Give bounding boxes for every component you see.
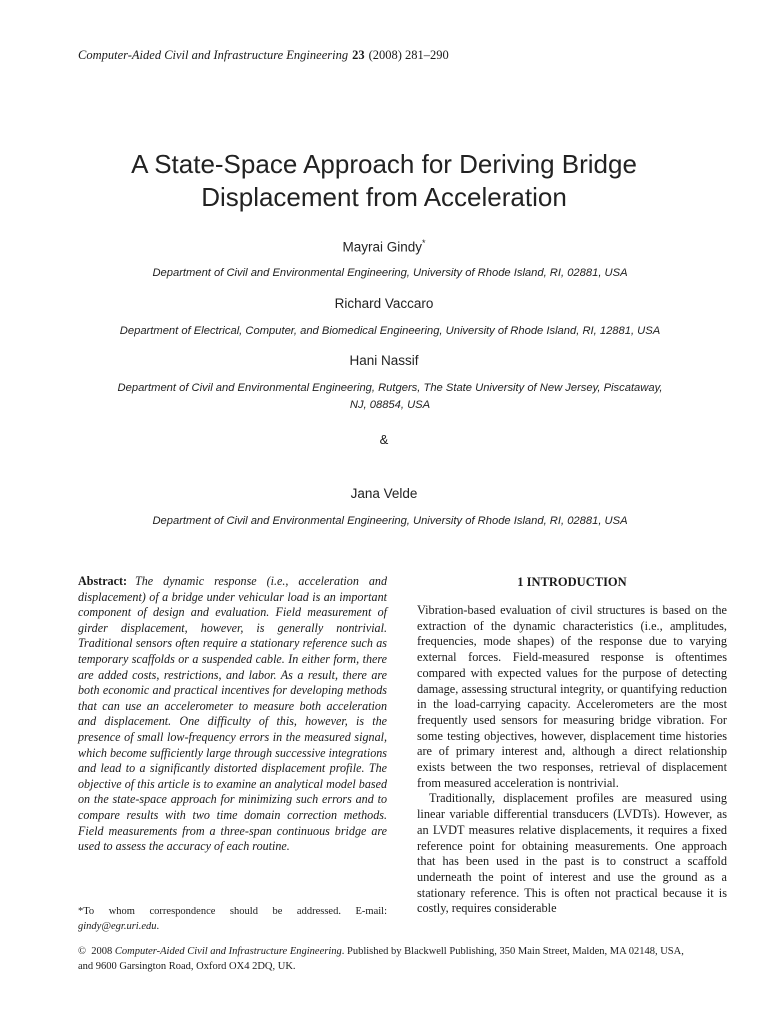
intro-paragraph-1: Vibration-based evaluation of civil structures is based on the extraction of the dynamic characteristics (i.e., amplitudes, frequencies, mode shapes) of the response due to varying external forces. Field-measured response is oftentimes compared with expected values for the purpose of detecting damage, assessing structural integrity, or quantifying reduction in the load-carrying capacity. Accelerometers are the most frequently used sensors for measuring bridge vibration. For some testing objectives, however, displacement time histories are of primary interest and, although a direct relationship exists between the two responses, retrieval of displacement from measured acceleration is nontrivial. <box>417 603 727 790</box>
copyright-notice <box>78 944 728 974</box>
introduction-body <box>417 603 727 917</box>
footnote-text: *To whom correspondence should be addressed. E-mail: <box>78 906 387 917</box>
journal-name: Computer-Aided Civil and Infrastructure Engineering <box>78 48 349 62</box>
author-4 <box>0 486 768 501</box>
article-title <box>60 148 708 214</box>
abstract <box>78 574 387 855</box>
section-heading: 1 INTRODUCTION <box>517 575 627 589</box>
author-2-affiliation: Department of Electrical, Computer, and Biomedical Engineering, University of Rhode Island, RI, 12881, USA <box>119 325 661 337</box>
abstract-text: The dynamic response (i.e., acceleration and displacement) of a bridge under vehicular load is an important component of design and evaluation. Field measurement of girder displacement, however, is generally nontrivial. Traditional sensors often require a stationary reference such as temporary scaffolds or a suspended cable. In either form, there are added costs, restrictions, and labor. As a result, there are both economic and practical incentives for developing methods that can use an accelerometer to measure both acceleration and displacement. One difficulty of this, however, is the presence of small low-frequency errors in the measured signal, which become sufficiently large through successive integrations and lead to a significantly distorted displacement profile. The objective of this article is to examine an analytical model based on the state-space approach for minimizing such errors and to compare results with two time domain correction methods. Field measurements from a three-span continuous bridge are used to assess the accuracy of each routine. <box>78 574 387 854</box>
author-3-name: Hani Nassif <box>349 353 419 368</box>
correspondence-footnote <box>78 904 387 934</box>
copyright-address: and 9600 Garsington Road, Oxford OX4 2DQ, UK. <box>78 961 296 972</box>
journal-year-pages: (2008) 281–290 <box>368 48 449 62</box>
footnote-email-link[interactable]: gindy@egr.uri.edu <box>78 921 157 932</box>
author-1 <box>0 238 768 255</box>
author-3-affiliation <box>80 380 700 414</box>
author-separator: & <box>379 432 389 447</box>
copyright-publisher: . Published by Blackwell Publishing, 350 Main Street, Malden, MA 02148, USA, <box>341 946 684 957</box>
abstract-label: Abstract: <box>78 574 128 588</box>
copyright-journal: Computer-Aided Civil and Infrastructure Engineering <box>114 946 342 957</box>
title-line-2: Displacement from Acceleration <box>201 182 567 212</box>
author-1-affiliation: Department of Civil and Environmental Engineering, University of Rhode Island, RI, 02881, USA <box>152 267 628 279</box>
footnote-end: . <box>156 921 160 932</box>
author-3 <box>0 353 768 368</box>
author-1-mark: * <box>422 238 426 248</box>
intro-paragraph-2: Traditionally, displacement profiles are measured using linear variable differential transducers (LVDTs). However, as an LVDT measures relative displacements, it requires a fixed reference point for obtaining measurements. One approach that has been used in the past is to construct a scaffold underneath the point of interest and use the ground as a stationary reference. This is often not practical because it is costly, requires considerable <box>417 791 727 916</box>
journal-volume: 23 <box>352 48 365 62</box>
title-line-1: A State-Space Approach for Deriving Bridge <box>131 149 637 179</box>
author-2-name: Richard Vaccaro <box>334 296 434 311</box>
author-2 <box>0 296 768 311</box>
copyright-symbol: © <box>78 946 86 957</box>
running-header <box>78 48 449 63</box>
author-4-name: Jana Velde <box>350 486 418 501</box>
author-3-affiliation-line-1: Department of Civil and Environmental Engineering, Rutgers, The State University of New Jersey, Piscataway, <box>117 382 663 394</box>
author-4-affiliation: Department of Civil and Environmental Engineering, University of Rhode Island, RI, 02881, USA <box>152 515 628 527</box>
copyright-year: 2008 <box>91 946 113 957</box>
author-1-name: Mayrai Gindy <box>342 239 422 255</box>
author-3-affiliation-line-2: NJ, 08854, USA <box>349 399 431 411</box>
